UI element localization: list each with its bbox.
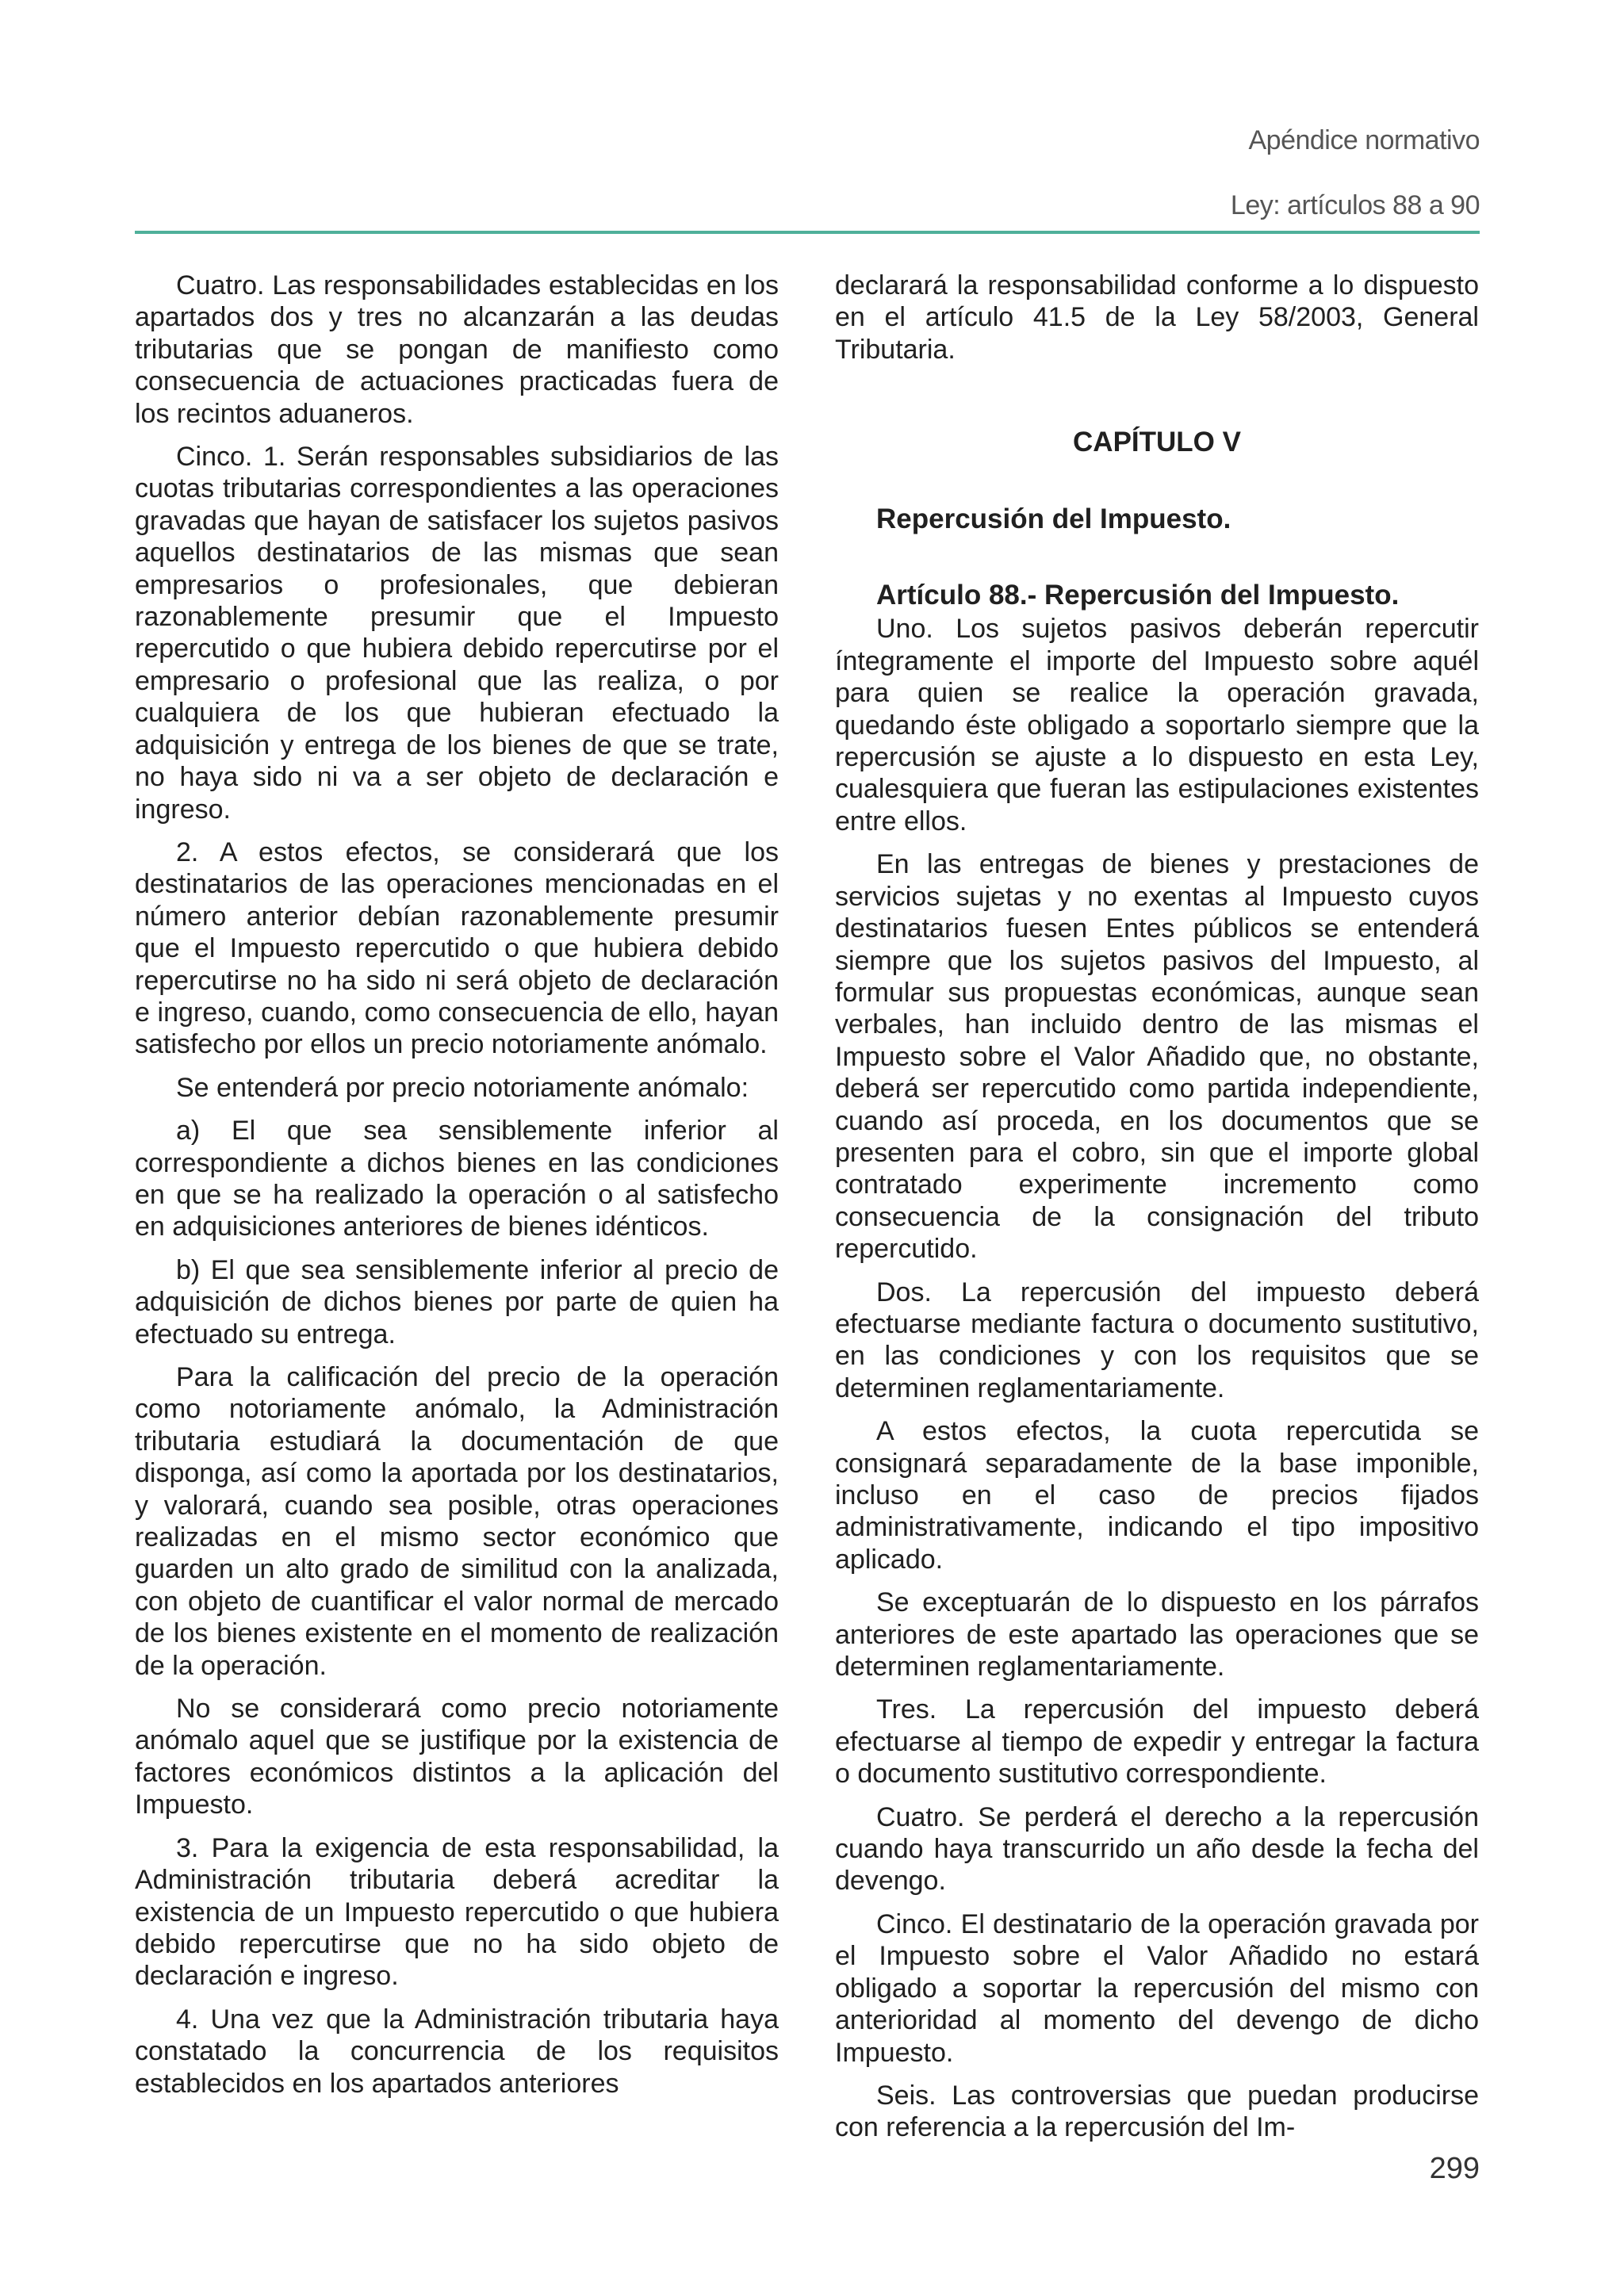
continuation-paragraph: declarará la responsabilidad conforme a lo dispuesto en el artículo 41.5 de la Ley 58/2003, General Tributaria. bbox=[835, 270, 1479, 365]
body-paragraph: Se exceptuarán de lo dispuesto en los párrafos anteriores de este apartado las operaciones que se determinen reglamentariamente. bbox=[835, 1587, 1479, 1682]
body-paragraph: Cinco. El destinatario de la operación gravada por el Impuesto sobre el Valor Añadido no estará obligado a soportar la repercusión del mismo con anterioridad al momento del devengo de dicho Impuesto. bbox=[835, 1908, 1479, 2068]
running-header-subsection: Ley: artículos 88 a 90 bbox=[1230, 190, 1480, 220]
section-heading: Repercusión del Impuesto. bbox=[876, 503, 1231, 534]
left-column bbox=[135, 270, 779, 2111]
body-paragraph: Cuatro. Se perderá el derecho a la repercusión cuando haya transcurrido un año desde la fecha del devengo. bbox=[835, 1801, 1479, 1897]
body-paragraph: En las entregas de bienes y prestaciones de servicios sujetas y no exentas al Impuesto cuyos destinatarios fuesen Entes públicos se entenderá siempre que los sujetos pasivos del Impuesto, al formular sus propuestas económicas, aunque sean verbales, han incluido dentro de las mismas el Impuesto sobre el Valor Añadido que, no obstante, deberá ser repercutido como partida independiente, cuando así proceda, en los documentos que se presenten para el cobro, sin que el importe global contratado experimente incremento como consecuencia de la consignación del tributo repercutido. bbox=[835, 849, 1479, 1265]
page-number: 299 bbox=[1429, 2152, 1480, 2185]
header-rule bbox=[135, 231, 1480, 234]
body-paragraph: Tres. La repercusión del impuesto deberá efectuarse al tiempo de expedir y entregar la factura o documento sustitutivo correspondiente. bbox=[835, 1694, 1479, 1790]
body-paragraph: A estos efectos, la cuota repercutida se consignará separadamente de la base imponible, incluso en el caso de precios fijados administrativamente, indicando el tipo impositivo aplicado. bbox=[835, 1416, 1479, 1575]
body-paragraph: 2. A estos efectos, se considerará que los destinatarios de las operaciones mencionadas en el número anterior debían razonablemente presumir que el Impuesto repercutido o que hubiera debido repercutirse no ha sido ni será objeto de declaración e ingreso, cuando, como consecuencia de ello, hayan satisfecho por ellos un precio notoriamente anómalo. bbox=[135, 836, 779, 1060]
body-paragraph: Seis. Las controversias que puedan producirse con referencia a la repercusión del Im- bbox=[835, 2080, 1479, 2143]
body-paragraph: 3. Para la exigencia de esta responsabilidad, la Administración tributaria deberá acreditar la existencia de un Impuesto repercutido o que hubiera debido repercutirse que no ha sido objeto de declaración e ingreso. bbox=[135, 1832, 779, 1992]
article-heading: Artículo 88.- Repercusión del Impuesto. bbox=[876, 580, 1400, 611]
body-paragraph: No se considerará como precio notoriamente anómalo aquel que se justifique por la existencia de factores económicos distintos a la aplicación del Impuesto. bbox=[135, 1694, 779, 1820]
right-column bbox=[835, 270, 1479, 2155]
body-paragraph: Uno. Los sujetos pasivos deberán repercutir íntegramente el importe del Impuesto sobre aquél para quien se realice la operación gravada, quedando éste obligado a soportarlo siempre que la repercusión se ajuste a lo dispuesto en esta Ley, cualesquiera que fueran las estipulaciones existentes entre ellos. bbox=[835, 614, 1479, 836]
body-paragraph: b) El que sea sensiblemente inferior al precio de adquisición de dichos bienes por parte de quien ha efectuado su entrega. bbox=[135, 1254, 779, 1349]
body-paragraph: 4. Una vez que la Administración tributaria haya constatado la concurrencia de los requisitos establecidos en los apartados anteriores bbox=[135, 2004, 779, 2099]
chapter-heading: CAPÍTULO V bbox=[1073, 427, 1241, 458]
body-paragraph: Cinco. 1. Serán responsables subsidiarios de las cuotas tributarias correspondientes a las operaciones gravadas que hayan de satisfacer los sujetos pasivos aquellos destinatarios de las mismas que sean empresarios o profesionales, que debieran razonablemente presumir que el Impuesto repercutido o que hubiera debido repercutirse por el empresario o profesional que las realiza, o por cualquiera de los que hubieran efectuado la adquisición y entrega de los bienes de que se trate, no haya sido ni va a ser objeto de declaración e ingreso. bbox=[135, 442, 779, 825]
running-header-section: Apéndice normativo bbox=[1248, 125, 1480, 155]
body-paragraph: Dos. La repercusión del impuesto deberá efectuarse mediante factura o documento sustitutivo, en las condiciones y con los requisitos que se determinen reglamentariamente. bbox=[835, 1277, 1479, 1403]
body-paragraph: Se entenderá por precio notoriamente anómalo: bbox=[176, 1072, 749, 1103]
body-paragraph: Cuatro. Las responsabilidades establecidas en los apartados dos y tres no alcanzarán a las deudas tributarias que se pongan de manifiesto como consecuencia de actuaciones practicadas fuera de los recintos aduaneros. bbox=[135, 270, 779, 429]
body-paragraph: Para la calificación del precio de la operación como notoriamente anómalo, la Administración tributaria estudiará la documentación de que disponga, así como la aportada por los destinatarios, y valorará, cuando sea posible, otras operaciones realizadas en el mismo sector económico que guarden un alto grado de similitud con la analizada, con objeto de cuantificar el valor normal de mercado de los bienes existente en el momento de realización de la operación. bbox=[135, 1362, 779, 1681]
body-paragraph: a) El que sea sensiblemente inferior al correspondiente a dichos bienes en las condiciones en que se ha realizado la operación o al satisfecho en adquisiciones anteriores de bienes idénticos. bbox=[135, 1116, 779, 1242]
